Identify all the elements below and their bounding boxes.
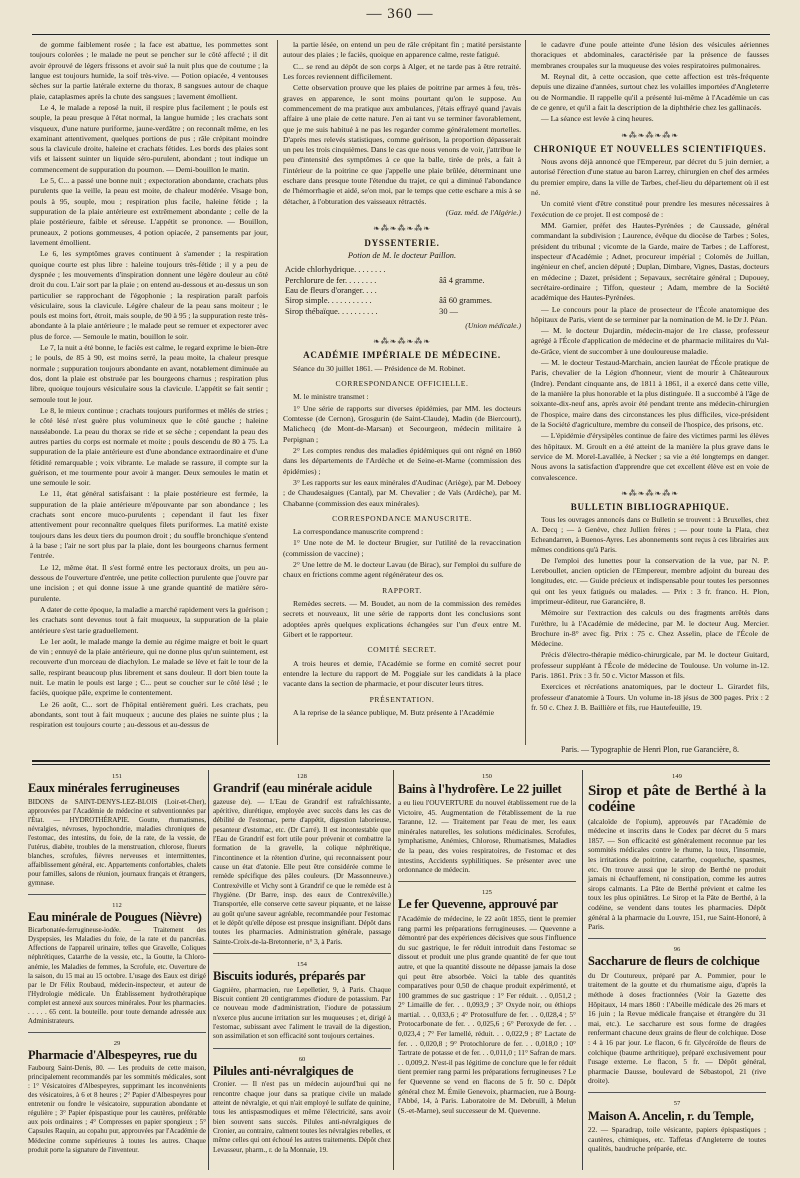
chronicle-text: [531, 157, 769, 483]
advertisement: [28, 899, 206, 1033]
ad-title: Le fer Quevenne, approuvé par: [398, 897, 558, 912]
ad-body: l'Académie de médecine, le 22 août 1855, tient le premier rang parmi les préparations ferrugineuses. — Quevenne a démontré par des expériences décisives que sous l'influence du suc gastrique, le fer réduit introduit dans l'estomac se dissout et produit une plus grande quantité de fer que tout autre, et que la quantité dissoute ne dépasse jamais la dose qui peut être absorbée. Voici la table des quantités comparatives pour 0,50 de chaque produit expérimenté, et 100 grammes de suc gastrique : 1° Fer réduit. . . 0,051,2 ; 2° Limaille de fer. . . 0,093,9 ; 3° Oxyde noir, ou éthiops martial. . . 0,033,6 ; 4° Protosulfure de fer. . . 0,028,4 ; 5° Protocarbonate de fer. . . 0,025,6 ; 6° Peroxyde de fer. . . 0,023,4 ; 7° Fer lamellé, réduit. . . 0,022,9 ; 8° Lactate de fer. . . 0,020,8 ; 9° Protochlorure de fer. . . 0,018,0 ; 10° Tartrate de potasse et de fer. . . 0,011,0 ; 11° Safran de mars. . . 0,009,2. N'est-il pas légitime de conclure que le fer réduit tient premier rang parmi les préparations ferrugineuses ? Le fer Quevenne se vend en flacons de 5 fr. 50 c. Dépôt général chez M. Émile Genevoix, pharmacien, rue à Bourg-l'Abbé, 14, à Paris. Laboratoire de M. Debruill, à Melun (S.-et-Marne), seul successeur de M. Quevenne.: [398, 913, 576, 1115]
source-citation: (Union médicale.): [465, 320, 521, 330]
quantity: [437, 286, 521, 296]
section-title-academy: ACADÉMIE IMPÉRIALE DE MÉDECINE.: [303, 350, 501, 361]
presentation-text: [283, 708, 521, 718]
subheading-secret: COMITÉ SECRET.: [367, 645, 437, 655]
observation-continuation: [283, 40, 521, 207]
quantity: ââ 60 grammes.: [439, 296, 492, 306]
article-paragraph: 2° Une lettre de M. le docteur Lavau (de Birac), sur l'emploi du sulfure de chaux en frictions comme agent régénérateur des os.: [283, 560, 521, 580]
bulletin-note: Tous les ouvrages annoncés dans ce Bulletin se trouvent : à Bruxelles, chez A. Decq ; — à Genève, chez Jullien frères ; — pour toute la Plata, chez Echeandarren, à Buenos-Ayres. Les abonnements sont reçus à ces librairies aux mêmes conditions qu'à Paris.: [531, 515, 769, 554]
news-paragraph: — L'épidémie d'érysipèles continue de faire des victimes parmi les élèves des hôpitaux. M. Groult en a été atteint de la manière la plus grave dans le service de M. Morel-Lavallée, à Necker ; sa vie a été longtemps en danger. Nous avons la satisfaction d'apprendre que cet excellent élève est en voie de convalescence.: [531, 431, 769, 482]
ad-number: 150: [482, 773, 492, 780]
advertisement: [398, 770, 576, 882]
advertisement: [213, 958, 391, 1049]
ad-title: Eau minérale de Pougues (Nièvre): [28, 909, 202, 924]
page-number: — 360 —: [366, 6, 434, 22]
article-paragraph: 3° Les rapports sur les eaux minérales d'Audinac (Ariège), par M. Deboey ; de Chaudesaigues (Cantal), par M. Chevalier ; de Vals (Ardèche), par M. Chabanne (commission des eaux minérales).: [283, 477, 521, 508]
article-paragraph: Le 8, le mieux continue ; crachats toujours puriformes et mêlés de stries ; le côté lésé n'est guère plus volumineux que le côté gauche ; haleine nauséabonde. La peau du thorax se ride et se sèche ; cependant la peau des autres parties du corps est normale et moite ; pouls descendu de 80 à 75. La suppuration de la plaie antérieure est d'une abondance extraordinaire et d'une fétidité remarquable ; voix vibrante. Le malade se rassure, il compte sur la guérison, et me tourmente pour avoir à manger. Deux semoules le matin et une semoule le soir.: [30, 405, 268, 488]
article-paragraph: A dater de cette époque, la maladie a marché rapidement vers la guérison ; les crachats sont devenus tout à fait muqueux, la suppuration de la plaie antérieure s'est tarie graduellement.: [30, 604, 268, 635]
prescription-row: [283, 296, 521, 306]
article-paragraph: A trois heures et demie, l'Académie se forme en comité secret pour entendre la lecture du rapport de M. Poggiale sur les candidats à la place vacante dans la section de pharmacie, et pour discuter leurs titres.: [283, 658, 521, 689]
article-paragraph: le cadavre d'une poule atteinte d'une lésion des vésicules aériennes thoraciques et abdominales, caractérisée par la présence de fausses membranes croupales sur la muqueuse des voies respiratoires pulmonaires.: [531, 40, 769, 70]
ads-divider: [582, 770, 583, 1170]
advertisement: [588, 770, 766, 939]
subheading-rapport: RAPPORT.: [382, 585, 422, 595]
advertisement: [28, 770, 206, 895]
ads-top-rule: [32, 760, 770, 762]
ad-number: 128: [297, 773, 307, 780]
ads-column-1: [28, 770, 206, 1165]
bulletin-items: [531, 556, 769, 714]
ads-column-4: [588, 770, 766, 1164]
advertisement: [213, 1053, 391, 1161]
secret-committee-text: [283, 659, 521, 690]
ad-body: gazeuse de). — L'Eau de Grandrif est rafraîchissante, apéritive, diurétique, employée avec succès dans les cas de débilité de l'estomac, perte d'appétit, digestion laborieuse, pesanteur d'estomac, etc. (Dr Carré). Il est incontestable que l'Eau de Grandrif est fort utile pour prévenir et combattre la formation de la gravelle, la colique néphrétique, l'incontinence et la rétention d'urine, qui reconnaissent pour cause un état d'atonie. Elle peut être considérée comme le remède spécifique des pâles couleurs. (Dr Massonneuve.) Contrexéville et Vichy sont à Grandrif ce que le remède est à l'hygiène. (Dr Barre, insp. des eaux de Contrexéville.) Transportée, elle conserve cette saveur piquante, et ne laisse au goût qu'une saveur agréable, recommandée pour l'estomac et le dépôt qu'elle dépose est presque insignifiant. Dépôt dans toutes les pharmacies. Administration générale, passage Sainte-Croix-de-la-Bretonnerie, n° 3, à Paris.: [213, 797, 391, 946]
ornament-divider: ❧⁂❧⁂❧⁂❧: [621, 130, 679, 140]
article-paragraph: Le 6, les symptômes graves continuent à s'amender ; la respiration quoique courte est plus libre : haleine toujours très-fétide ; il y a peu de dyspnée ; les mouvements d'inspiration donnent une légère douleur au côté droit du cou. L'air sort par la plaie ; on entend au-dessous et au-dessus un son particulier se rapprochant de l'égophonie ; la respiration paraît parfois vésiculaire, sous la clavicule. Légère chaleur de la peau sans moiteur ; le pouls est moins fort, étroit, mais souple, de 90 à 95 ; la suppuration reste très-abondante à la plaie antérieure ; le malade peut se remuer et expectorer avec plus de force. — Semoule le matin, bouillon le soir.: [30, 249, 268, 341]
ad-body: Gagnière, pharmacien, rue Lepelletier, 9, à Paris. Chaque Biscuit contient 20 centigrammes d'iodure de potassium. Par ce nouveau mode d'administration, l'iodure de potassium n'exerce plus aucune irritation sur les muqueuses ; et, dirigé à l'estomac, subissant avec l'aliment le travail de la digestion, son assimilation et son efficacité sont toujours certaines.: [213, 985, 391, 1041]
manuscript-correspondence: [283, 527, 521, 581]
official-correspondence: [283, 392, 521, 508]
article-paragraph: M. Reynal dit, à cette occasion, que cette affection est très-fréquente depuis une dizaine d'années, surtout chez les volailles importées d'Angleterre ou de Normandie. Il rappelle qu'il a présenté lui-même à l'Académie un cas de ce genre, et qu'il a fait la description de la diphthérie chez les gallinacés.: [531, 71, 769, 112]
ad-number: 151: [112, 773, 122, 780]
bulletin-entry: De l'emploi des lunettes pour la conservation de la vue, par N. P. Lereboullet, ancien opticien de l'Empereur, membre adjoint du bureau des longitudes, etc. — Guide précieux et indispensable pour toutes les personnes qui ont les yeux fatigués ou malades. — Prix : 3 fr. franco. H. Plon, imprimeur-éditeur, rue Garancière, 8.: [531, 555, 769, 606]
article-paragraph: la partie lésée, on entend un peu de râle crépitant fin ; matité persistante autour des plaies ; le faciès, quoique en apparence calme, reste fatigué.: [283, 40, 521, 60]
article-paragraph: Remèdes secrets. — M. Boudet, au nom de la commission des remèdes secrets et nouveaux, lit une série de rapports dont les conclusions sont adoptées après quelques explications échangées sur l'un d'eux entre M. Gibert et le rapporteur.: [283, 599, 521, 639]
article-paragraph: La correspondance manuscrite comprend :: [293, 527, 424, 537]
ad-title: Sirop et pâte de Berthé à la codéine: [588, 782, 766, 815]
article-paragraph: 1° Une note de M. le docteur Brugier, sur l'utilité de la revaccination (commission de vaccine) ;: [283, 538, 521, 558]
article-paragraph: de gomme faiblement rosée ; la face est abattue, les pommettes sont toujours colorées ; le malade ne peut se pencher sur le côté affecté ; il dit avoir éprouvé de légers frissons et avoir sué la nuit plus que de coutume ; la langue est toujours humide, la soif très-vive. — Potion opiacée, 4 ventouses sèches sur la partie latérale externe du thorax, 8 sangsues autour de chaque plaie, cataplasmes après la chute des sangsues ; lavement émollient.: [30, 40, 268, 101]
ingredient: Eau de fleurs d'oranger. . . .: [285, 285, 377, 295]
article-paragraph: Cette observation prouve que les plaies de poitrine par armes à feu, très-graves en apparence, le sont moins pourtant qu'on le suppose. Au commencement de ma pratique aux ambulances, j'étais effrayé quand j'avais affaire à une plaie de cette nature. J'en ai tant vu se terminer favorablement, que je me suis habitué à ne pas les regarder comme généralement mortelles. D'après mes relevés statistiques, comme guérison, la proportion dépasserait un peu les trois cinquièmes. Dans le cas que nous venons de voir, j'attribue le peu d'intensité des symptômes à ce que la balle, tirée de près, a fait à l'intérieur de la poitrine ce que j'appelle une plaie brûlée, déterminant une eschare dans presque toute l'étendue du trajet, ce qui a diminué l'abondance de l'hémorrhagie et aidé, se'on moi, par le temps que cette eschare a mis à se détacher, à l'obturation des vaisseaux rétractés.: [283, 83, 521, 206]
source-citation: (Gaz. méd. de l'Algérie.): [445, 208, 521, 217]
article-paragraph: Le 4, le malade a reposé la nuit, il respire plus facilement ; le pouls est souple, la peau presque à l'état normal, la langue humide ; les crachats sont visqueux, d'une nature puriforme, jaune-verdâtre ; on reconnaît même, en les examinant attentivement, quelques portions de pus ; râle crépitant moindre sous la clavicule droite, haleine et crachats fétides. Les bords des plaies sont vifs et laissent suinter un liquide séro-purulent, abondant ; tout indique un commencement de suppuration du poumon. — Demi-bouillon le matin.: [30, 102, 268, 174]
subheading-manuscript: CORRESPONDANCE MANUSCRITE.: [332, 513, 472, 523]
ad-title: Maison A. Ancelin, r. du Temple,: [588, 1108, 754, 1123]
news-paragraph: — M. le docteur Dujardin, médecin-major de 1re classe, professeur agrégé à l'École d'application de médecine et de pharmacie militaires du Val-de-Grâce, vient de succomber à une douloureuse maladie.: [531, 326, 769, 356]
ads-column-2: [213, 770, 391, 1165]
ad-title: Pharmacie d'Albespeyres, rue du: [28, 1047, 198, 1062]
ingredient: Perchlorure de fer. . . . . . . .: [285, 275, 377, 285]
bulletin-entry: Mémoire sur l'extraction des calculs ou des fragments arrêtés dans l'urèthre, lu à l'Académie de médecine, par M. le docteur Aug. Mercier. Brochure in-8° avec fig. Prix : 75 c. Chez Asselin, place de l'École de Médecine.: [531, 608, 769, 649]
column-2: [283, 40, 521, 719]
article-paragraph: Le 5, C... a passé une bonne nuit ; expectoration abondante, crachats plus purulents que la veille, la peau est moite, de chaleur modérée. Visage bon, pouls à 95, souple, mou ; respiration plus facile, haleine fétide ; la suppuration de la plaie antérieure est extrêmement abondante ; celle de la plaie postérieure, faible et séreuse. L'appétit se prononce. — Bouillon, pruneaux, 2 potions gommeuses, 4 potion opiacée, 2 pansements par jour, lavement émollient.: [30, 176, 268, 247]
header-rule: [32, 34, 770, 35]
advertisement: [588, 943, 766, 1093]
column-divider: [525, 40, 526, 745]
news-paragraph: Un comité vient d'être constitué pour prendre les mesures nécessaires à l'exécution de ce projet. Il est composé de :: [531, 199, 769, 219]
ad-body: du Dr Coutureux, préparé par A. Pommier, pour le traitement de la goutte et du rhumatisme aigu, d'après la méthode à doses fractionnées (Voir la Gazette des Hôpitaux, 14 mars 1860 : l'Abeille médicale des 26 mars et 16 juin ; la Revue médicale française et étrangère du 31 mai, etc.). Le saccharure est sous forme de dragées renfermant chacune deux grains de fleur de colchique. Dose : 4 à 16 par jour. Le flacon, 6 fr. Glycéroïde de fleurs de colchique (baume arthritique), préparé exclusivement pour l'usage externe. Le flacon, 5 fr. — Dépôt général, pharmacie Dausse, boulevard de Sébastopol, 21 (rive droite).: [588, 970, 766, 1086]
prescription-row: [283, 286, 521, 296]
ad-title: Bains à l'hydrofère. Le 22 juillet: [398, 781, 562, 796]
ad-number: 125: [482, 888, 492, 896]
bulletin-entry: Exercices et récréations anatomiques, par le docteur L. Girardet fils, professeur d'anatomie à Tours. Un volume in-18 jésus de 300 pages. Prix : 2 fr. 50 c. Chez J. B. Baillière et fils, rue Hautefeuille, 19.: [531, 682, 769, 712]
ingredient: Sirop thébaïque. . . . . . . . . .: [285, 306, 378, 316]
ad-number: 60: [298, 1055, 306, 1063]
prescription-row: [283, 307, 521, 317]
column-divider: [277, 40, 278, 745]
column-3: [531, 40, 769, 714]
article-paragraph: M. le ministre transmet :: [293, 392, 369, 402]
ads-divider: [393, 770, 394, 1170]
ad-title: Eaux minérales ferrugineuses: [28, 781, 180, 796]
quantity: ââ 4 gramme.: [439, 275, 485, 285]
printer-line: Paris. — Typographie de Henri Plon, rue Garancière, 8.: [561, 745, 739, 754]
subheading-presentation: PRÉSENTATION.: [369, 694, 435, 704]
ad-title: Saccharure de fleurs de colchique: [588, 954, 760, 969]
article-paragraph: Le 12, même état. Il s'est formé entre les pectoraux droits, un peu au-dessous de l'ouverture d'entrée, une petite collection purulente que j'ouvre par une incision ; et qui donne issue à une grande quantité de matière séro-purulente.: [30, 562, 268, 603]
article-paragraph: Le 26 août, C... sort de l'hôpital entièrement guéri. Les crachats, peu abondants, sont tout à fait muqueux ; aucune des plaies ne suinte plus ; la respiration est toujours courte ; au-dessous et au-dessus de: [30, 699, 268, 730]
bulletin-entry: Précis d'électro-thérapie médico-chirurgicale, par M. le docteur Guitard, professeur suppléant à l'École de médecine de Toulouse. Un volume in-12. Paris. 1861. Prix : 3 fr. 50 c. Victor Masson et fils.: [531, 650, 769, 681]
ad-number: 149: [672, 773, 682, 780]
section-title-dysentery: DYSSENTERIE.: [364, 237, 440, 248]
ad-title: Pilules anti-névralgiques de: [213, 1063, 354, 1078]
subheading-official: CORRESPONDANCE OFFICIELLE.: [335, 379, 469, 389]
formula-title: Potion de M. le docteur Paillon.: [347, 250, 457, 260]
ads-column-3: [398, 770, 576, 1125]
advertisement: [213, 770, 391, 954]
rapport-text: [283, 599, 521, 640]
ad-body: BIDONS de SAINT-DENYS-LEZ-BLOIS (Loir-et-Cher), approuvées par l'Académie de médecine et subventionnées par l'État. — HYDROTHÉRAPIE. Goutte, rhumatismes, névralgies, névroses, hypochondrie, maladies chroniques de l'estomac, des intestins, du foie, de la rate, de la vessie, de l'utérus, diabète, troubles de la menstruation, chlorose, flueurs blanches, scrofules, fièvres nerveuses et intermittentes, affaiblissement général, etc. Appartements confortables, chalets pour familles, salons de réunion, journaux français et étrangers, gymnase.: [28, 797, 206, 887]
news-paragraph: MM. Garnier, préfet des Hautes-Pyrénées ; de Caussade, général commandant la subdivision ; Laurence, évêque du diocèse de Tarbes ; Soles, président du tribunal ; vicomte de la Garde, maire de Tarbes ; de Lafforest, inspecteur d'Académie ; Adnet, procureur impérial ; Colomès de Juillan, ingénieur en chef, ancien député ; Duplan, Dimbare, Vignes, Dastas, docteurs en médecine ; Dazet, président ; Sepavaux, secrétaire général ; Dupouey, secrétaire-ordinaire ; Tiffon, questeur ; Adam, membre de la Société académique des Hautes-Pyrénées.: [531, 221, 769, 303]
advertisement: [398, 886, 576, 1122]
advertisement: [28, 1037, 206, 1161]
quantity: [437, 265, 521, 275]
section-title-bulletin: BULLETIN BIBLIOGRAPHIQUE.: [570, 502, 730, 513]
ad-number: 96: [673, 945, 681, 953]
article-paragraph: Le 7, la nuit a été bonne, le faciès est calme, le regard exprime le bien-être ; le pouls, de 85 à 90, est moins serré, la peau moite, la chaleur presque normale ; suppuration toujours abondante en avant, notablement diminuée au dos, dont la plaie est obstruée par les bourgeons charnus ; respiration plus libre, quoique toujours vésiculaire sous la clavicule. L'appétit se fait sentir ; semoule tout le jour.: [30, 343, 268, 404]
prescription-row: [283, 276, 521, 286]
column-1: [30, 40, 268, 732]
ad-body: (alcaloïde de l'opium), approuvés par l'Académie de médecine et inscrits dans le Codex par décret du 5 mars 1857. — Son efficacité est généralement reconnue par les sommités médicales contre le rhume, la toux, l'insomnie, les irritations de poitrine, catarrhe, coqueluche, spasmes, etc. On trouve aussi que le sirop de Berthé ne produit jamais ni échauffement, ni constipation, comme les autres sirops calmants. La Pâte de Berthé prévient et calme les toux les plus opiniâtres. Le Sirop et la Pâte de Berthé, à la codéine, se vendent dans toutes les pharmacies. Dépôt général à la pharmacie du Louvre, 151, rue Saint-Honoré, à Paris.: [588, 816, 766, 932]
ad-number: 154: [297, 960, 307, 968]
ads-divider: [208, 770, 209, 1170]
academy-continuation: [531, 40, 769, 125]
news-paragraph: — Le concours pour la place de prosecteur de l'École anatomique des hôpitaux de Paris, vient de se terminer par la nomination de M. le Dr J. Péan.: [531, 304, 769, 324]
quantity: 30 —: [439, 306, 459, 316]
section-title-chronicle: CHRONIQUE ET NOUVELLES SCIENTIFIQUES.: [533, 143, 767, 154]
ad-title: Biscuits iodurés, préparés par: [213, 969, 366, 984]
session-line: Séance du 30 juillet 1861. — Présidence de M. Robinet.: [293, 363, 466, 373]
ad-number: 29: [113, 1039, 121, 1047]
article-paragraph: 1° Une série de rapports sur diverses épidémies, par MM. les docteurs Comtesse (de Cernon), Grosgurin (de Saint-Claude), Madin (de Biercourt), Malichecq (de Mont-de-Marsan) et Secourgeon, médecin militaire à Perpignan ;: [283, 403, 521, 444]
article-paragraph: 2° Les comptes rendus des maladies épidémiques qui ont régné en 1860 dans les départements de l'Ardèche et de Seine-et-Marne (commission des épidémies) ;: [283, 445, 521, 476]
article-paragraph: Le 11, état général satisfaisant : la plaie postérieure est fermée, la suppuration de la plaie antérieure m'épouvante par son abondance ; les crachats sont encore muco-purulents ; cependant il faut les fixer attentivement pour reconnaître quelques filets puriformes. La matité existe toujours dans les deux tiers du poumon droit ; du souffle bronchique s'entend à la base ; l'air ne sort plus par la plaie, dont les bourgeons charnus ferment l'entrée.: [30, 489, 268, 561]
ad-body: 22. — Sparadrap, toile vésicante, papiers épispastiques ; cautères, chimiques, etc. Taffetas d'Angleterre de toutes qualités, baudruche préparée, etc.: [588, 1125, 766, 1154]
ornament-divider: ❧⁂❧⁂❧⁂❧: [373, 337, 431, 347]
prescription-row: [283, 265, 521, 275]
ad-body: a eu lieu l'OUVERTURE du nouvel établissement rue de la Victoire, 45. Augmentation de l'établissement de la rue Taranne, 12. — Traitement par l'eau de mer, les eaux minérales naturelles, les solutions médicinales. Scrofules, lymphatisme, Anémies, Chlorose, Rhumatismes, Maladies de la peau, des voies respiratoires, de l'estomac et des intestins, Accidents syphilitiques. Se présenter avec une ordonnance de médecin.: [398, 798, 576, 875]
article-paragraph: A la reprise de la séance publique, M. Butz présente à l'Académie: [293, 707, 495, 717]
ingredient: Acide chlorhydrique. . . . . . . .: [285, 265, 386, 275]
article-paragraph: Le 1er août, le malade mange la demie au régime maigre et boit le quart de vin ; ennuyé de la plaie antérieure, qui ne donne plus qu'un suintement, est recouverte d'un morceau de diachylon. Le malade se lève et fait le tour de la salle, respirant beaucoup plus librement et sans douleur. Il dort bien toute la nuit. Le matin le pouls est large ; C... peut se coucher sur le côté lésé ; le faciès, quoique pâle, exprime le contentement.: [30, 636, 268, 698]
ad-body: Bicarbonatée-ferrugineuse-iodée. — Traitement des Dyspepsies, les Maladies du foie, de la rate et du pancréas. Affections de l'appareil urinaire, telles que Gravelle, Coliques néphrétiques, Catarrhe de la vessie, etc., la Goutte, la Chloro-anémie, les Maladies de femmes, la Scrofule, etc. Ouverture de la saison, du 15 mai au 15 octobre. L'usage des Eaux est dirigé par le Dr Félix Roubaud, médecin-inspecteur, et auteur de l'Hydrologie médicale. Un Établissement hydrothérapique complet est annexé aux sources minérales. Pour les pharmacies. . . . . . 65 cent. la bouteille. pour toute demande adressée aux Administrateurs.: [28, 926, 206, 1025]
news-paragraph: Nous avons déjà annoncé que l'Empereur, par décret du 5 juin dernier, a autorisé l'érection d'une statue au baron Larrey, chirurgien en chef des armées du premier empire, dans la ville de Tarbes, chef-lieu du département où il est né.: [531, 157, 769, 198]
article-paragraph: — La séance est levée à cinq heures.: [541, 114, 654, 124]
ad-body: Faubourg Saint-Denis, 80. — Les produits de cette maison, principalement recommandés par les sommités médicales, sont : 1° Vésicatoires d'Albespeyres, supprimant les inconvénients des vésicatoires, à 6 et 8 heures ; 2° Papier d'Albespeyres pour entretenir ou fondre le vésicatoire, suppuration abondante et régulière ; 3° Papier épispastique pour les cautères, préférable aux pois ordinaires ; 4° Compresses en papier spongieux ; 5° Capsules Raquin, au copahu pur, approuvées par l'Académie de Médecine comme supérieures à toutes les autres. Chaque produit porte la signature de l'inventeur.: [28, 1064, 206, 1154]
prescription-table: [283, 265, 521, 317]
ad-title: Grandrif (eau minérale acidule: [213, 781, 372, 796]
ad-number: 112: [112, 901, 122, 909]
ads-top-rule: [32, 764, 770, 765]
ingredient: Sirop simple. . . . . . . . . . .: [285, 296, 372, 306]
ad-body: Cronier. — Il n'est pas un médecin aujourd'hui qui ne rencontre chaque jour dans sa pratique civile un malade atteint de névralgie, et qui n'ait employé le sulfate de quinine, tous les antispasmodiques et même l'électricité, sans avoir bien souvent sans succès. Pilules anti-névralgiques de Cronier, au contraire, calment toutes les névralgies rebelles, et même celles qui ont échoué les autres traitements. Dépôt chez Levasseur, pharm., r. de la Monnaie, 19.: [213, 1080, 391, 1154]
advertisement: [588, 1097, 766, 1160]
news-paragraph: — M. le docteur Testaud-Marchain, ancien lauréat de l'École pratique de Paris, chevalier de la Légion d'honneur, vient de mourir à Châteauroux (Indre). Pendant cinquante ans, de 1811 à 1861, il a exercé dans cette ville, de la manière la plus honorable et la plus distinguée. Il a succombé à l'âge de soixante-dix-neuf ans, après avoir été pendant trente ans médecin-chirurgien de l'hospice, maire dans des circonstances les plus difficiles, vice-président de la Société d'agriculture, membre du conseil de l'hospice, des prisons, etc.: [531, 358, 769, 429]
article-paragraph: C... se rend au dépôt de son corps à Alger, et ne tarde pas à être retraité. Les forces reviennent difficilement.: [283, 61, 521, 81]
ornament-divider: ❧⁂❧⁂❧⁂❧: [373, 224, 431, 234]
ad-number: 57: [673, 1099, 681, 1107]
ornament-divider: ❧⁂❧⁂❧⁂❧: [621, 488, 679, 498]
